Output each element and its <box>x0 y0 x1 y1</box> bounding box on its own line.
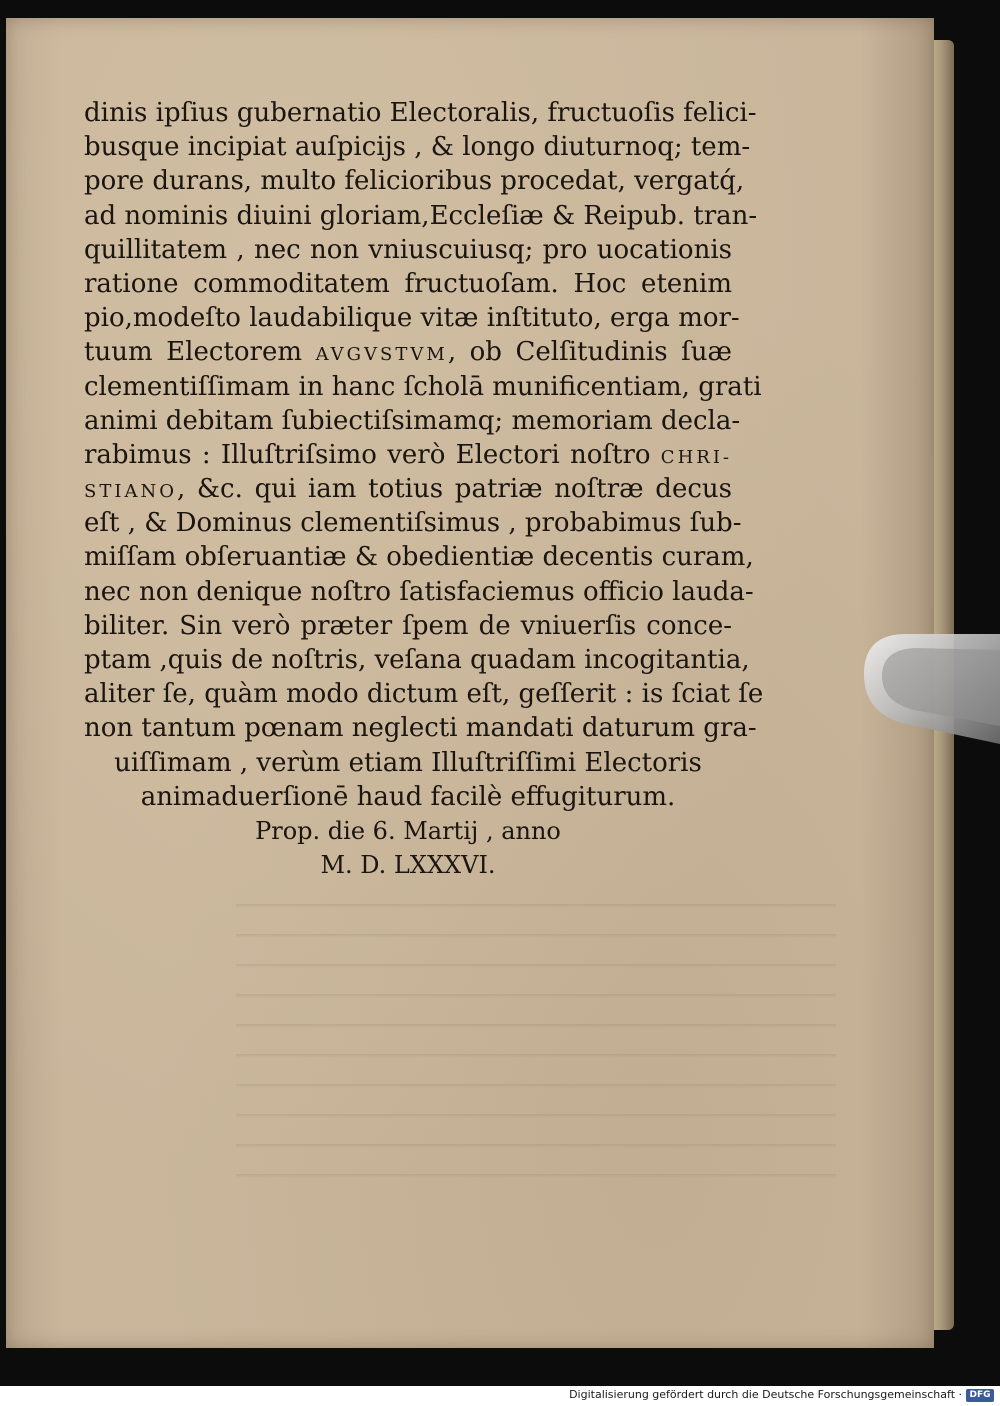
text-segment: , ob Celſitudinis ſuæ <box>447 337 732 368</box>
footer-credit: Digitalisierung gefördert durch die Deutsche Forschungsgemeinschaft · <box>569 1388 962 1401</box>
body-text <box>84 96 764 882</box>
text-line: uiſſimam , verùm etiam Illuſtriſſimi Electoris <box>114 747 702 778</box>
dfg-logo: DFG <box>966 1389 994 1402</box>
text-line: dinis ipſius gubernatio Electoralis, fructuoſis felici- <box>84 98 757 128</box>
text-line: pore durans, multo felicioribus procedat, vergatq́, <box>84 166 745 197</box>
text-line: ratione commoditatem fructuoſam. Hoc etenim <box>84 268 732 299</box>
text-line: animi debitam ſubiectiſsimamq; memoriam decla- <box>84 405 741 436</box>
text-line: quillitatem , nec non vniuscuiusq; pro uocationis <box>84 234 732 265</box>
text-segment: rabimus : Illuſtriſsimo verò Electori noſtro <box>84 439 651 470</box>
clip-bookmark-icon <box>858 614 1000 754</box>
text-line: ad nominis diuini gloriam,Eccleſiæ & Reipub. tran- <box>84 200 758 231</box>
text-line: biliter. Sin verò præter ſpem de vniuerſis conce- <box>84 610 732 641</box>
text-line <box>84 438 732 472</box>
text-line: miſſam obſeruantiæ & obedientiæ decentis curam, <box>84 542 754 573</box>
text-segment: tuum Electorem <box>84 337 302 368</box>
show-through-text <box>236 878 836 1178</box>
text-line: pio,modeſto laudabilique vitæ inſtituto, erga mor- <box>84 303 740 334</box>
text-line: non tantum pœnam neglecti mandati daturum gra- <box>84 713 757 744</box>
text-segment: , &c. qui iam totius patriæ noſtræ decus <box>176 474 732 505</box>
text-line: eſt , & Dominus clementiſsimus , probabimus ſub- <box>84 508 742 539</box>
text-line: aliter ſe, quàm modo dictum eſt, geſſerit : is ſciat ſe <box>84 679 764 710</box>
small-caps-name: STIANO <box>84 481 177 503</box>
date-line: Prop. die 6. Martij , anno <box>255 816 561 845</box>
text-line <box>84 335 732 369</box>
small-caps-name: AVGVSTVM <box>315 344 448 366</box>
footer-bar <box>0 1386 1000 1406</box>
text-line: animaduerſionē haud facilè effugiturum. <box>140 781 676 812</box>
text-line: ptam ,quis de noſtris, veſana quadam incogitantia, <box>84 645 750 675</box>
small-caps-name: CHRI- <box>660 446 733 468</box>
text-line: clementiſſimam in hanc ſcholā munificentiam, grati <box>84 371 762 402</box>
text-line: nec non denique noſtro ſatisfaciemus officio lauda- <box>84 576 754 607</box>
text-line: busque incipiat auſpicijs , & longo diuturnoq; tem- <box>84 132 751 163</box>
text-line <box>84 472 732 506</box>
year-line: M. D. LXXXVI. <box>320 851 496 880</box>
